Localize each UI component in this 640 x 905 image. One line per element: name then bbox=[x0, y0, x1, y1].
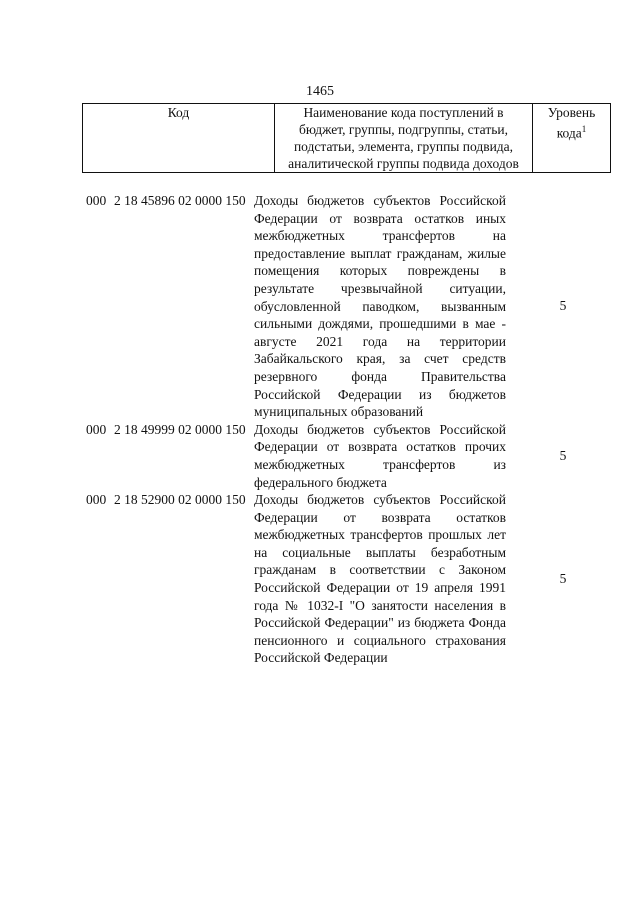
income-name: Доходы бюджетов субъектов Российской Федерации от возврата остатков иных межбюджетных трансфертов на предоставление выплат гражданам, жилые помещения которых повреждены в результате чрезвычайной ситуации, обусловленной паводком, вызванным сильными дождями, прошедшими в мае - августе 2021 года на территории Забайкальского края, за счет средств резервного фонда Правительства Российской Федерации из бюджетов муниципальных образований bbox=[254, 193, 506, 420]
header-level bbox=[533, 104, 611, 173]
admin-code: 000 bbox=[86, 421, 107, 437]
income-code: 2 18 52900 02 0000 150 bbox=[114, 492, 246, 508]
income-name: Доходы бюджетов субъектов Российской Федерации от возврата остатков прочих межбюджетных трансфертов из федерального бюджета bbox=[254, 421, 506, 490]
income-code: 2 18 45896 02 0000 150 bbox=[114, 193, 246, 208]
code-level: 5 bbox=[559, 447, 567, 463]
admin-code: 000 bbox=[86, 492, 107, 508]
code-level: 5 bbox=[559, 571, 567, 587]
page-number: 1465 bbox=[306, 84, 334, 99]
header-code: Код bbox=[83, 104, 275, 173]
table-body bbox=[0, 192, 640, 667]
table-row bbox=[0, 421, 640, 491]
income-code: 2 18 49999 02 0000 150 bbox=[114, 421, 246, 437]
header-level-label: Уровень кода bbox=[547, 105, 596, 141]
income-name: Доходы бюджетов субъектов Российской Федерации от возврата остатков межбюджетных трансфертов прошлых лет на социальные выплаты безработным гражданам в соответствии с Законом Российской Федерации от 19 апреля 1991 года № 1032-I "О занятости населения в Российской Федерации" из бюджета Фонда пенсионного и социального страхования Российской Федерации bbox=[254, 492, 506, 666]
header-name: Наименование кода поступлений в бюджет, группы, подгруппы, статьи, подстатьи, элемента, группы подвида, аналитической группы подвида доходов bbox=[275, 104, 533, 173]
code-level: 5 bbox=[559, 298, 567, 314]
header-level-footnote: 1 bbox=[581, 124, 587, 134]
table-row bbox=[0, 491, 640, 667]
table-row bbox=[0, 192, 640, 421]
admin-code: 000 bbox=[86, 193, 107, 208]
table-header bbox=[82, 103, 611, 173]
